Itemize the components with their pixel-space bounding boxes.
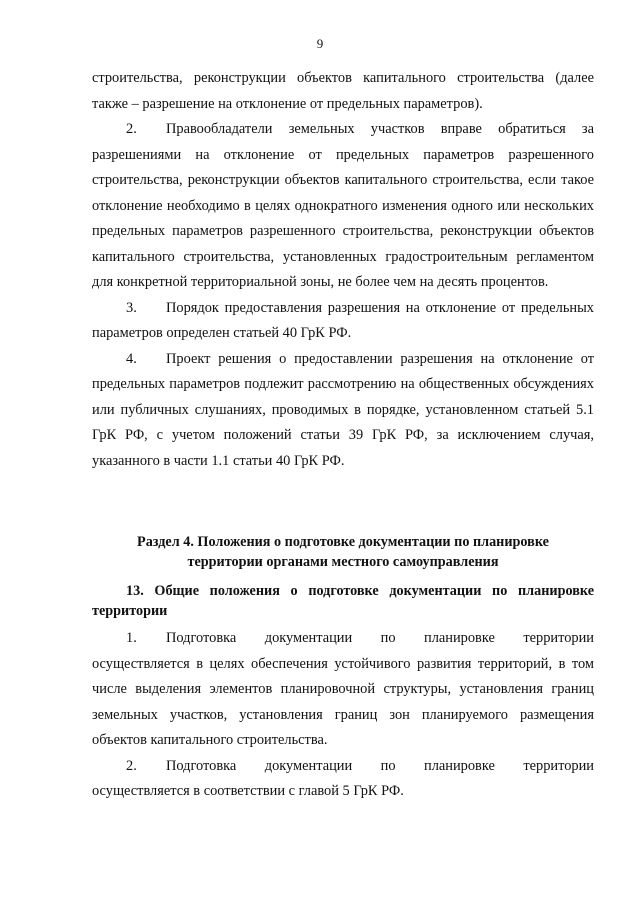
section-heading-line-2: территории органами местного самоуправления	[187, 554, 499, 570]
page-number: 9	[316, 36, 324, 51]
list-item-number: 3.	[126, 299, 137, 316]
list-item-4	[92, 347, 594, 475]
section-heading	[92, 532, 594, 572]
body-text-top	[92, 66, 594, 474]
list-item-text: Правообладатели земельных участков вправе обратиться за разрешениями на отклонение от предельных параметров разрешенного строительства, реконструкции объектов капитального строительства, если такое отклонение необходимо в целях однократного изменения одного или нескольких предельных параметров разрешенного строительства, реконструкции объектов капитального строительства, установленных градостроительным регламентом для конкретной территориальной зоны, не более чем на десять процентов.	[92, 121, 594, 290]
list-item-1	[92, 626, 594, 754]
list-item-2b	[92, 754, 594, 805]
list-item-number: 2.	[126, 757, 137, 774]
paragraph-continuation: строительства, реконструкции объектов капитального строительства (далее также – разрешение на отклонение от предельных параметров).	[92, 70, 594, 112]
section-heading-line-1: Раздел 4. Положения о подготовке документации по планировке	[137, 534, 549, 550]
list-item-number: 2.	[126, 121, 137, 137]
list-item-3	[92, 296, 594, 347]
list-item-number: 4.	[126, 350, 137, 367]
body-text-bottom	[92, 626, 594, 805]
subsection-heading: 13. Общие положения о подготовке документации по планировке территории	[92, 583, 594, 619]
list-item-number: 1.	[126, 630, 137, 646]
list-item-2	[92, 117, 594, 296]
list-item-text: Подготовка документации по планировке территории осуществляется в целях обеспечения устойчивого развития территорий, в том числе выделения элементов планировочной структуры, установления границ земельных участков, установления границ зон планируемого размещения объектов капитального строительства.	[92, 630, 594, 748]
list-item-text: Порядок предоставления разрешения на отклонение от предельных параметров определен статьей 40 ГрК РФ.	[92, 299, 594, 341]
list-item-text: Проект решения о предоставлении разрешения на отклонение от предельных параметров подлежит рассмотрению на общественных обсуждениях или публичных слушаниях, проводимых в порядке, установленном статьей 5.1 ГрК РФ, с учетом положений статьи 39 ГрК РФ, за исключением случая, указанного в части 1.1 статьи 40 ГрК РФ.	[92, 350, 594, 469]
list-item-text: Подготовка документации по планировке территории осуществляется в соответствии с главой 5 ГрК РФ.	[92, 757, 594, 799]
